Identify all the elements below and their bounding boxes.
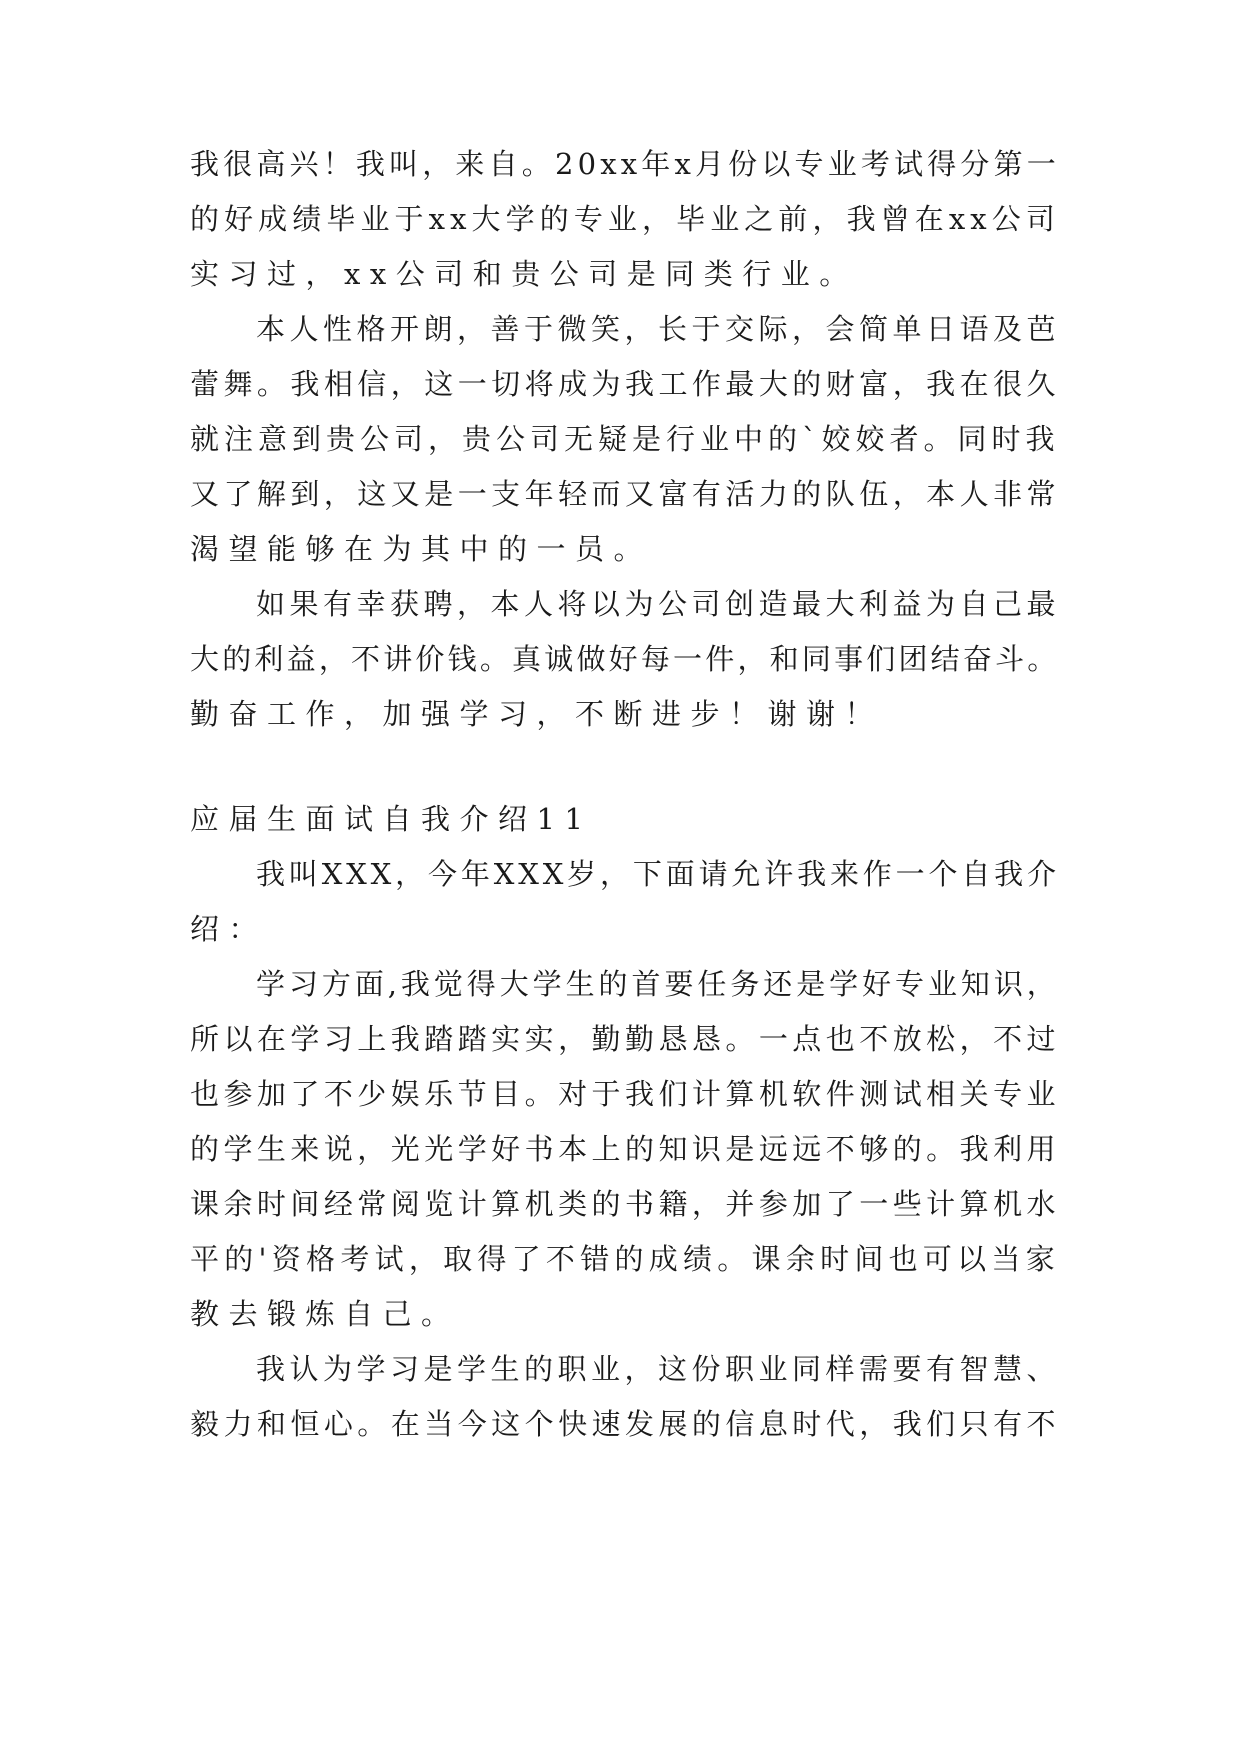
text-line: 又了解到，这又是一支年轻而又富有活力的队伍，本人非常 xyxy=(190,477,1061,511)
text-line: 蕾舞。我相信，这一切将成为我工作最大的财富，我在很久 xyxy=(190,367,1061,401)
text-line: 毅力和恒心。在当今这个快速发展的信息时代，我们只有不 xyxy=(190,1407,1061,1441)
section-title: 应届生面试自我介绍11 xyxy=(190,802,593,836)
text-line: 绍： xyxy=(190,912,268,946)
text-line: 渴望能够在为其中的一员。 xyxy=(190,532,653,566)
text-line: 学习方面,我觉得大学生的首要任务还是学好专业知识， xyxy=(256,967,1060,1001)
text-line: 也参加了不少娱乐节目。对于我们计算机软件测试相关专业 xyxy=(190,1077,1061,1111)
text-line: 课余时间经常阅览计算机类的书籍，并参加了一些计算机水 xyxy=(190,1187,1061,1221)
text-line: 所以在学习上我踏踏实实，勤勤恳恳。一点也不放松，不过 xyxy=(190,1022,1061,1056)
text-line: 的学生来说，光光学好书本上的知识是远远不够的。我利用 xyxy=(190,1132,1061,1166)
text-line: 我认为学习是学生的职业，这份职业同样需要有智慧、 xyxy=(256,1352,1061,1386)
text-line: 大的利益，不讲价钱。真诚做好每一件，和同事们团结奋斗。 xyxy=(190,642,1060,676)
text-line: 平的'资格考试，取得了不错的成绩。课余时间也可以当家 xyxy=(190,1242,1060,1276)
text-line: 就注意到贵公司，贵公司无疑是行业中的`姣姣者。同时我 xyxy=(190,422,1060,456)
text-line: 本人性格开朗，善于微笑，长于交际，会简单日语及芭 xyxy=(256,312,1061,346)
text-line: 我很高兴！我叫，来自。20xx年x月份以专业考试得分第一 xyxy=(190,147,1060,181)
text-line: 教去锻炼自己。 xyxy=(190,1297,460,1331)
text-line: 实习过，xx公司和贵公司是同类行业。 xyxy=(190,257,858,291)
text-line: 勤奋工作，加强学习，不断进步！谢谢！ xyxy=(190,697,884,731)
text-line: 如果有幸获聘，本人将以为公司创造最大利益为自己最 xyxy=(256,587,1061,621)
text-line: 我叫XXX，今年XXX岁，下面请允许我来作一个自我介 xyxy=(256,857,1060,891)
text-line: 的好成绩毕业于xx大学的专业，毕业之前，我曾在xx公司 xyxy=(190,202,1060,236)
